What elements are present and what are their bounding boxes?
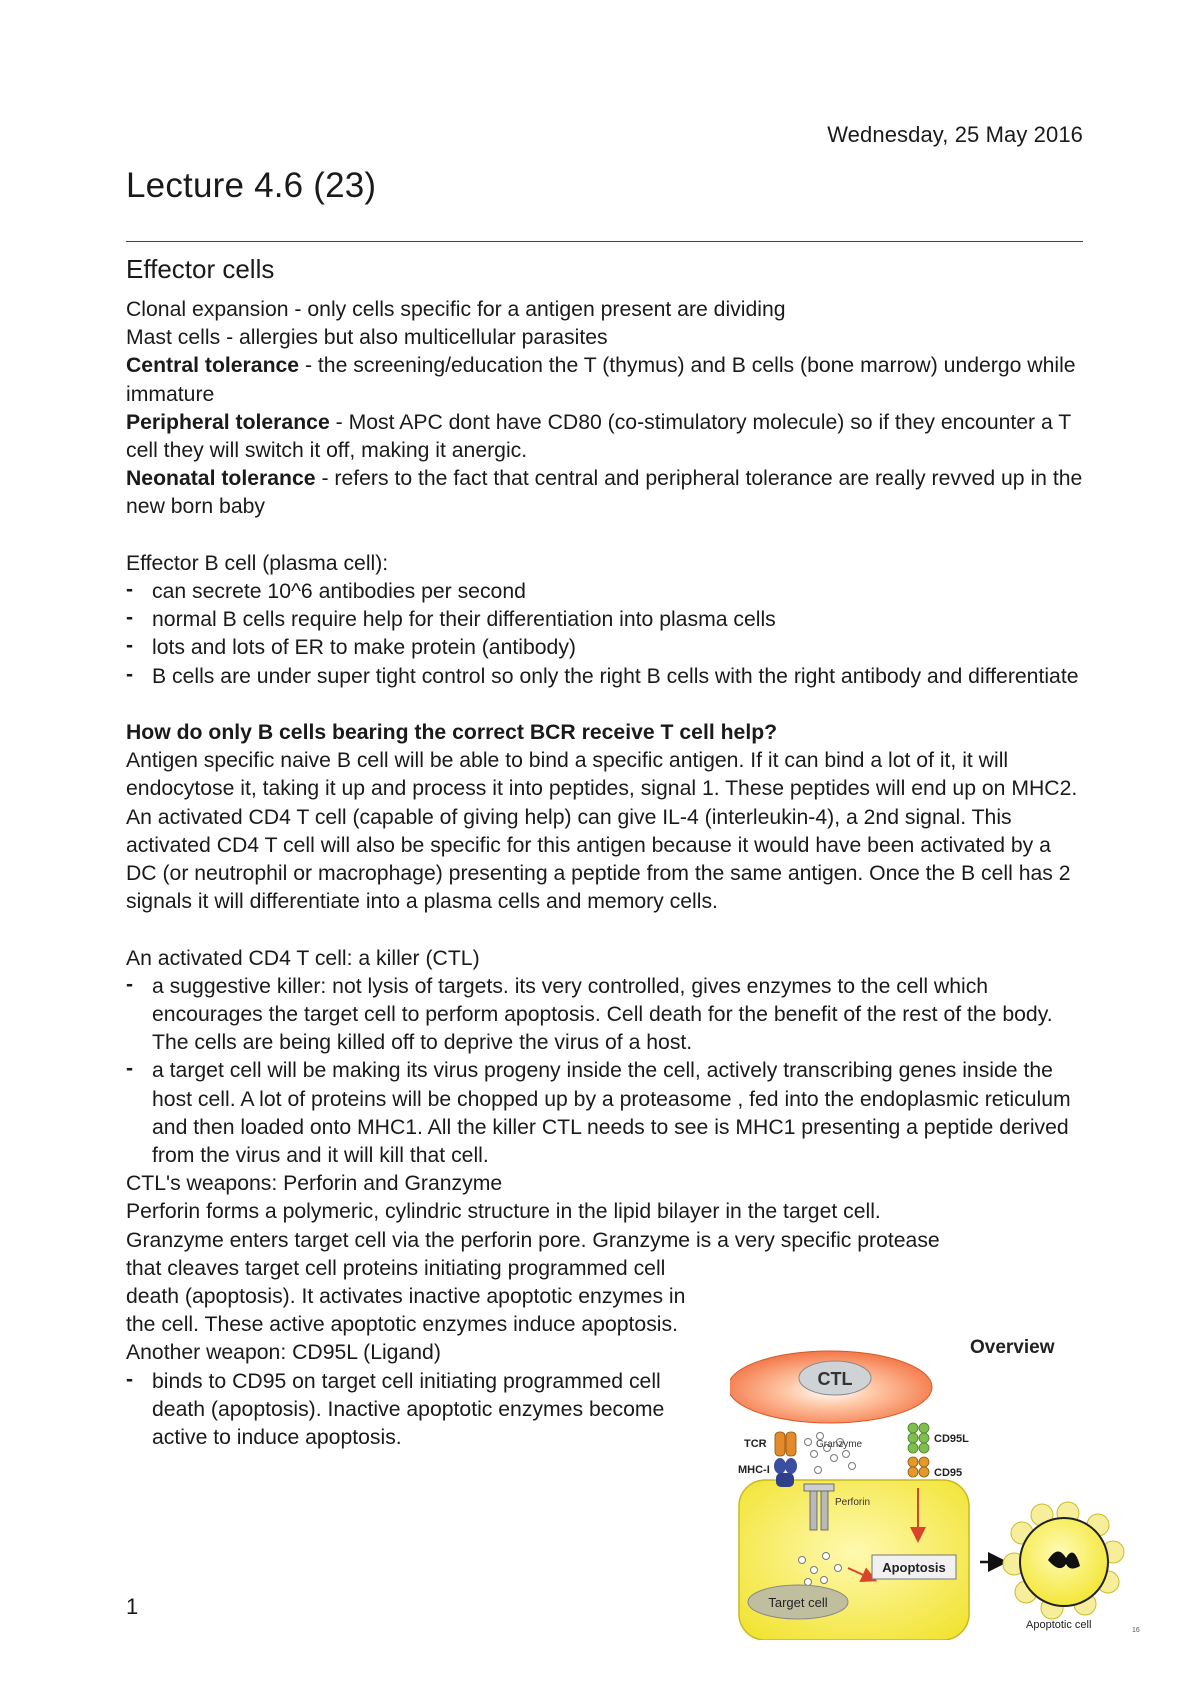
neonatal-tolerance-line: Neonatal tolerance - refers to the fact that central and peripheral tolerance are really revved up in the new born baby [126, 467, 1083, 519]
granzyme-label: Granzyme [816, 1439, 863, 1450]
granzyme-line: Granzyme enters target cell via the perforin pore. Granzyme is a very specific protease [126, 1228, 940, 1252]
cd95-list [126, 1368, 716, 1453]
ctl-label: CTL [817, 1369, 853, 1389]
apoptosis-label: Apoptosis [882, 1560, 946, 1575]
peripheral-tolerance-line: Peripheral tolerance - Most APC dont have CD80 (co-stimulatory molecule) so if they encounter a T cell they will switch it off, making it anergic. [126, 410, 1071, 463]
peripheral-tolerance-term: Peripheral tolerance [126, 410, 330, 434]
date: Wednesday, 25 May 2016 [827, 122, 1083, 147]
diagram-title: Overview [970, 1337, 1055, 1358]
tcr-receptor [775, 1432, 796, 1456]
slide-number: 16 [1132, 1627, 1140, 1634]
bcr-paragraph: Antigen specific naive B cell will be able to bind a specific antigen. If it can bind a lot of it, it will endocytose it, taking it up and process it into peptides, signal 1. These peptides will end up on MHC2. An activated CD4 T cell (capable of giving help) can give IL-4 (interleukin-4), a 2nd signal. This activated CD4 T cell will also be specific for this antigen because it would have been activated by a DC (or neutrophil or macrophage) presenting a peptide from the same antigen. Once the B cell has 2 signals it will differentiate into a plasma cells and memory cells. [126, 749, 1078, 914]
ctl-list [126, 973, 1086, 1170]
granzyme-continuation: that cleaves target cell proteins initiating programmed cell death (apoptosis). It activates inactive apoptotic enzymes in the cell. These active apoptotic enzymes induce apoptosis. [126, 1256, 686, 1337]
cd95l-label: CD95L [934, 1433, 969, 1445]
effector-b-heading: Effector B cell (plasma cell): [126, 551, 389, 575]
target-cell-label: Target cell [768, 1595, 828, 1610]
mast-cells-line: Mast cells - allergies but also multicellular parasites [126, 326, 608, 350]
central-tolerance-term: Central tolerance [126, 354, 300, 378]
bcr-question: How do only B cells bearing the correct BCR receive T cell help? [126, 721, 778, 745]
list-item: - normal B cells require help for their differentiation into plasma cells [126, 606, 1086, 634]
title-divider [126, 241, 1083, 242]
clonal-expansion-line: Clonal expansion - only cells specific for a antigen present are dividing [126, 298, 786, 321]
perforin-line: Perforin forms a polymeric, cylindric structure in the lipid bilayer in the target cell. [126, 1200, 881, 1224]
apoptotic-cell-label: Apoptotic cell [1026, 1619, 1092, 1631]
another-weapon-line: Another weapon: CD95L (Ligand) [126, 1341, 441, 1365]
ctl-overview-diagram [730, 1330, 1150, 1640]
central-tolerance-line: Central tolerance - the screening/education the T (thymus) and B cells (bone marrow) undergo while immature [126, 354, 1076, 406]
tcr-label: TCR [744, 1438, 767, 1450]
ctl-weapons-line: CTL's weapons: Perforin and Granzyme [126, 1172, 503, 1196]
cd95-label: CD95 [934, 1467, 963, 1479]
perforin-label: Perforin [835, 1497, 871, 1508]
list-item: - can secrete 10^6 antibodies per second [126, 578, 1086, 606]
mhc-molecule [774, 1458, 797, 1487]
mhc-label: MHC-I [738, 1464, 770, 1476]
list-item: - binds to CD95 on target cell initiating programmed cell death (apoptosis). Inactive apoptotic enzymes become active to induce apoptosis. [126, 1368, 716, 1453]
neonatal-tolerance-term: Neonatal tolerance [126, 467, 316, 491]
list-item: - a target cell will be making its virus progeny inside the cell, actively transcribing genes inside the host cell. A lot of proteins will be chopped up by a proteasome , fed into the endoplasmic reticulum and then loaded onto MHC1. All the killer CTL needs to see is MHC1 presenting a peptide derived from the virus and it will kill that cell. [126, 1057, 1086, 1170]
cd95l-receptor [908, 1423, 929, 1453]
effector-b-list [126, 578, 1086, 691]
section-title: Effector cells [126, 254, 275, 284]
ctl-heading: An activated CD4 T cell: a killer (CTL) [126, 946, 480, 970]
list-item: - lots and lots of ER to make protein (antibody) [126, 634, 1086, 662]
cd95-receptor [908, 1457, 929, 1477]
body-text [126, 296, 1086, 1452]
list-item: - B cells are under super tight control so only the right B cells with the right antibody and differentiate [126, 663, 1086, 691]
list-item: - a suggestive killer: not lysis of targets. its very controlled, gives enzymes to the cell which encourages the target cell to perform apoptosis. Cell death for the benefit of the rest of the body. The cells are being killed off to deprive the virus of a host. [126, 973, 1086, 1058]
page-number: 1 [126, 1594, 139, 1619]
apoptotic-cell-shape [1003, 1502, 1124, 1619]
page-title: Lecture 4.6 (23) [126, 166, 377, 205]
